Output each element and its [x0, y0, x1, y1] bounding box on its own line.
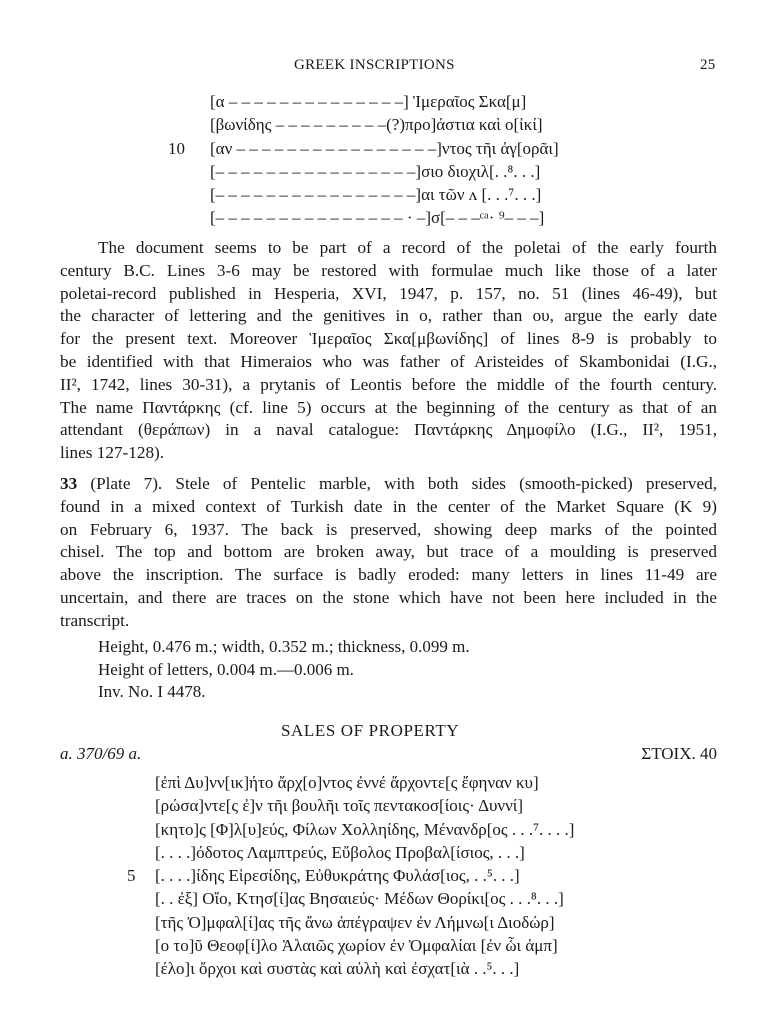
measurement-line: Height of letters, 0.004 m.—0.006 m.: [98, 659, 354, 679]
inscription-line: [κητο]ς [Φ]λ[υ]εύς, Φίλων Χολληίδης, Μένανδρ[ος . . .⁷. . . .]: [155, 819, 575, 839]
stoichedon-label: ΣΤΟΙΧ.: [641, 744, 696, 763]
paragraph-line: attendant (θεράπων) in a naval catalogue: Παντάρκης Δημοφίλο (I.G., II², 1951,: [60, 420, 717, 440]
date-line: [60, 744, 717, 764]
inscription-line: [– – – – – – – – – – – – – – – –]σιο διοχιλ[. .⁸. . .]: [210, 161, 541, 181]
line-number: 10: [168, 138, 185, 158]
paragraph-line: found in a mixed context of Turkish date in the center of the Market Square (K 9): [60, 496, 717, 516]
paragraph-line: century B.C. Lines 3-6 may be restored with formulae much like those of a later: [60, 260, 717, 280]
inscription-line: 5 [. . . .]ίδης Εἰρεσίδης, Εὐθυκράτης Φυλάσ[ιος, . .⁵. . .]: [155, 864, 615, 887]
header-title: GREEK INSCRIPTIONS: [294, 57, 455, 73]
page-number: 25: [700, 57, 716, 73]
commentary-paragraph: [60, 237, 717, 465]
inscription-line: 10 [αν – – – – – – – – – – – – – – – –]ντος τῆι ἀγ[ορᾶι]: [210, 137, 570, 160]
paragraph-line: above the inscription. The surface is badly eroded: many letters in lines 11-49 are: [60, 565, 717, 585]
paragraph-line: be identified with that Himeraios who was father of Aristeides of Skambonidai (I.G.,: [60, 351, 717, 371]
paragraph-line: II², 1742, lines 30-31), a prytanis of Leontis before the middle of the fourth century.: [60, 374, 717, 394]
measurement-line: Height, 0.476 m.; width, 0.352 m.; thickness, 0.099 m.: [98, 637, 470, 656]
inscription-line: [– – – – – – – – – – – – – – – –]αι τῶν ʌ [. . .⁷. . .]: [210, 185, 542, 205]
inscription-line: [– – – – – – – – – – – – – – – · –]σ[– – –ᶜᵃ· ⁹– – –]: [210, 208, 545, 228]
paragraph-line: 33 (Plate 7). Stele of Pentelic marble, with both sides (smooth-picked) preserved,: [60, 474, 717, 493]
paragraph-line: uncertain, and there are traces on the stone which have not been here included in the: [60, 587, 717, 607]
entry-number: 33: [60, 474, 78, 493]
measurements: [98, 636, 470, 704]
measurement-line: Inv. No. I 4478.: [98, 682, 206, 701]
inscription-line: [τῆς Ὀ]μφαλ[ί]ας τῆς ἄνω ἀπέγραψεν ἐν Λήμνω[ι Διοδώρ]: [155, 912, 555, 932]
inscription-line: [α – – – – – – – – – – – – – –] Ἱμεραῖος Σκα[μ]: [210, 92, 527, 111]
line-number: 5: [127, 866, 136, 886]
paragraph-line: The name Παντάρκης (cf. line 5) occurs at the beginning of the century as that of an: [60, 397, 717, 417]
paragraph-line: The document seems to be part of a record of the poletai of the early fourth: [98, 238, 717, 257]
inscription-line: [ρώσα]ντε[ς ἐ]ν τῆι βουλῆι τοῖς πεντακοσ[ίοις· Δυννί]: [155, 796, 524, 816]
inscription-line: [. . ἐξ] Οἴο, Κτησ[ί]ας Βησαιεύς· Μέδων Θορίκι[ος . . .⁸. . .]: [155, 889, 564, 909]
paragraph-line: transcript.: [60, 610, 130, 630]
section-title: SALES OF PROPERTY: [281, 721, 460, 740]
inscription-line: [. . . .]όδοτος Λαμπτρεύς, Εὔβολος Προβαλ[ίσιος, . . .]: [155, 842, 525, 862]
inscription-1: [168, 90, 570, 230]
paragraph-line: the character of lettering and the genitives in ο, rather than ου, argue the early date: [60, 306, 717, 326]
paragraph-line: poletai-record published in Hesperia, XVI, 1947, p. 157, no. 51 (lines 46-49), but: [60, 283, 717, 303]
paragraph-line: for the present text. Moreover Ἱμεραῖος Σκα[μβωνίδης] of lines 8-9 is probably to: [60, 329, 717, 349]
inscription-line: [ο το]ῦ Θεοφ[ί]λο Ἁλαιῶς χωρίον ἐν Ὀμφαλίαι [ἐν ὧι ἀμπ]: [155, 936, 558, 956]
paragraph-line: lines 127-128).: [60, 443, 165, 463]
entry-33-description: [60, 473, 717, 633]
stoichedon-value: 40: [700, 744, 717, 763]
inscription-line: [έλο]ι ὄρχοι καὶ συστὰς καὶ αὐλὴ καὶ ἐσχατ[ιὰ . .⁵. . .]: [155, 959, 520, 979]
date-label: a. 370/69 a.: [60, 744, 142, 763]
paragraph-line: on February 6, 1937. The back is preserved, showing deep marks of the pointed: [60, 519, 717, 539]
inscription-2: [127, 771, 615, 981]
inscription-line: [ἐπὶ Δυ]νν[ικ]ήτο ἄρχ[ο]ντος ἐννέ ἄρχοντε[ς ἔφηναν κυ]: [155, 773, 539, 792]
paragraph-line: chisel. The top and bottom are broken away, but trace of a moulding is preserved: [60, 542, 717, 562]
inscription-line: [βωνίδης – – – – – – – – –(?)προ]άστια καὶ ο[ἰκί]: [210, 115, 543, 135]
